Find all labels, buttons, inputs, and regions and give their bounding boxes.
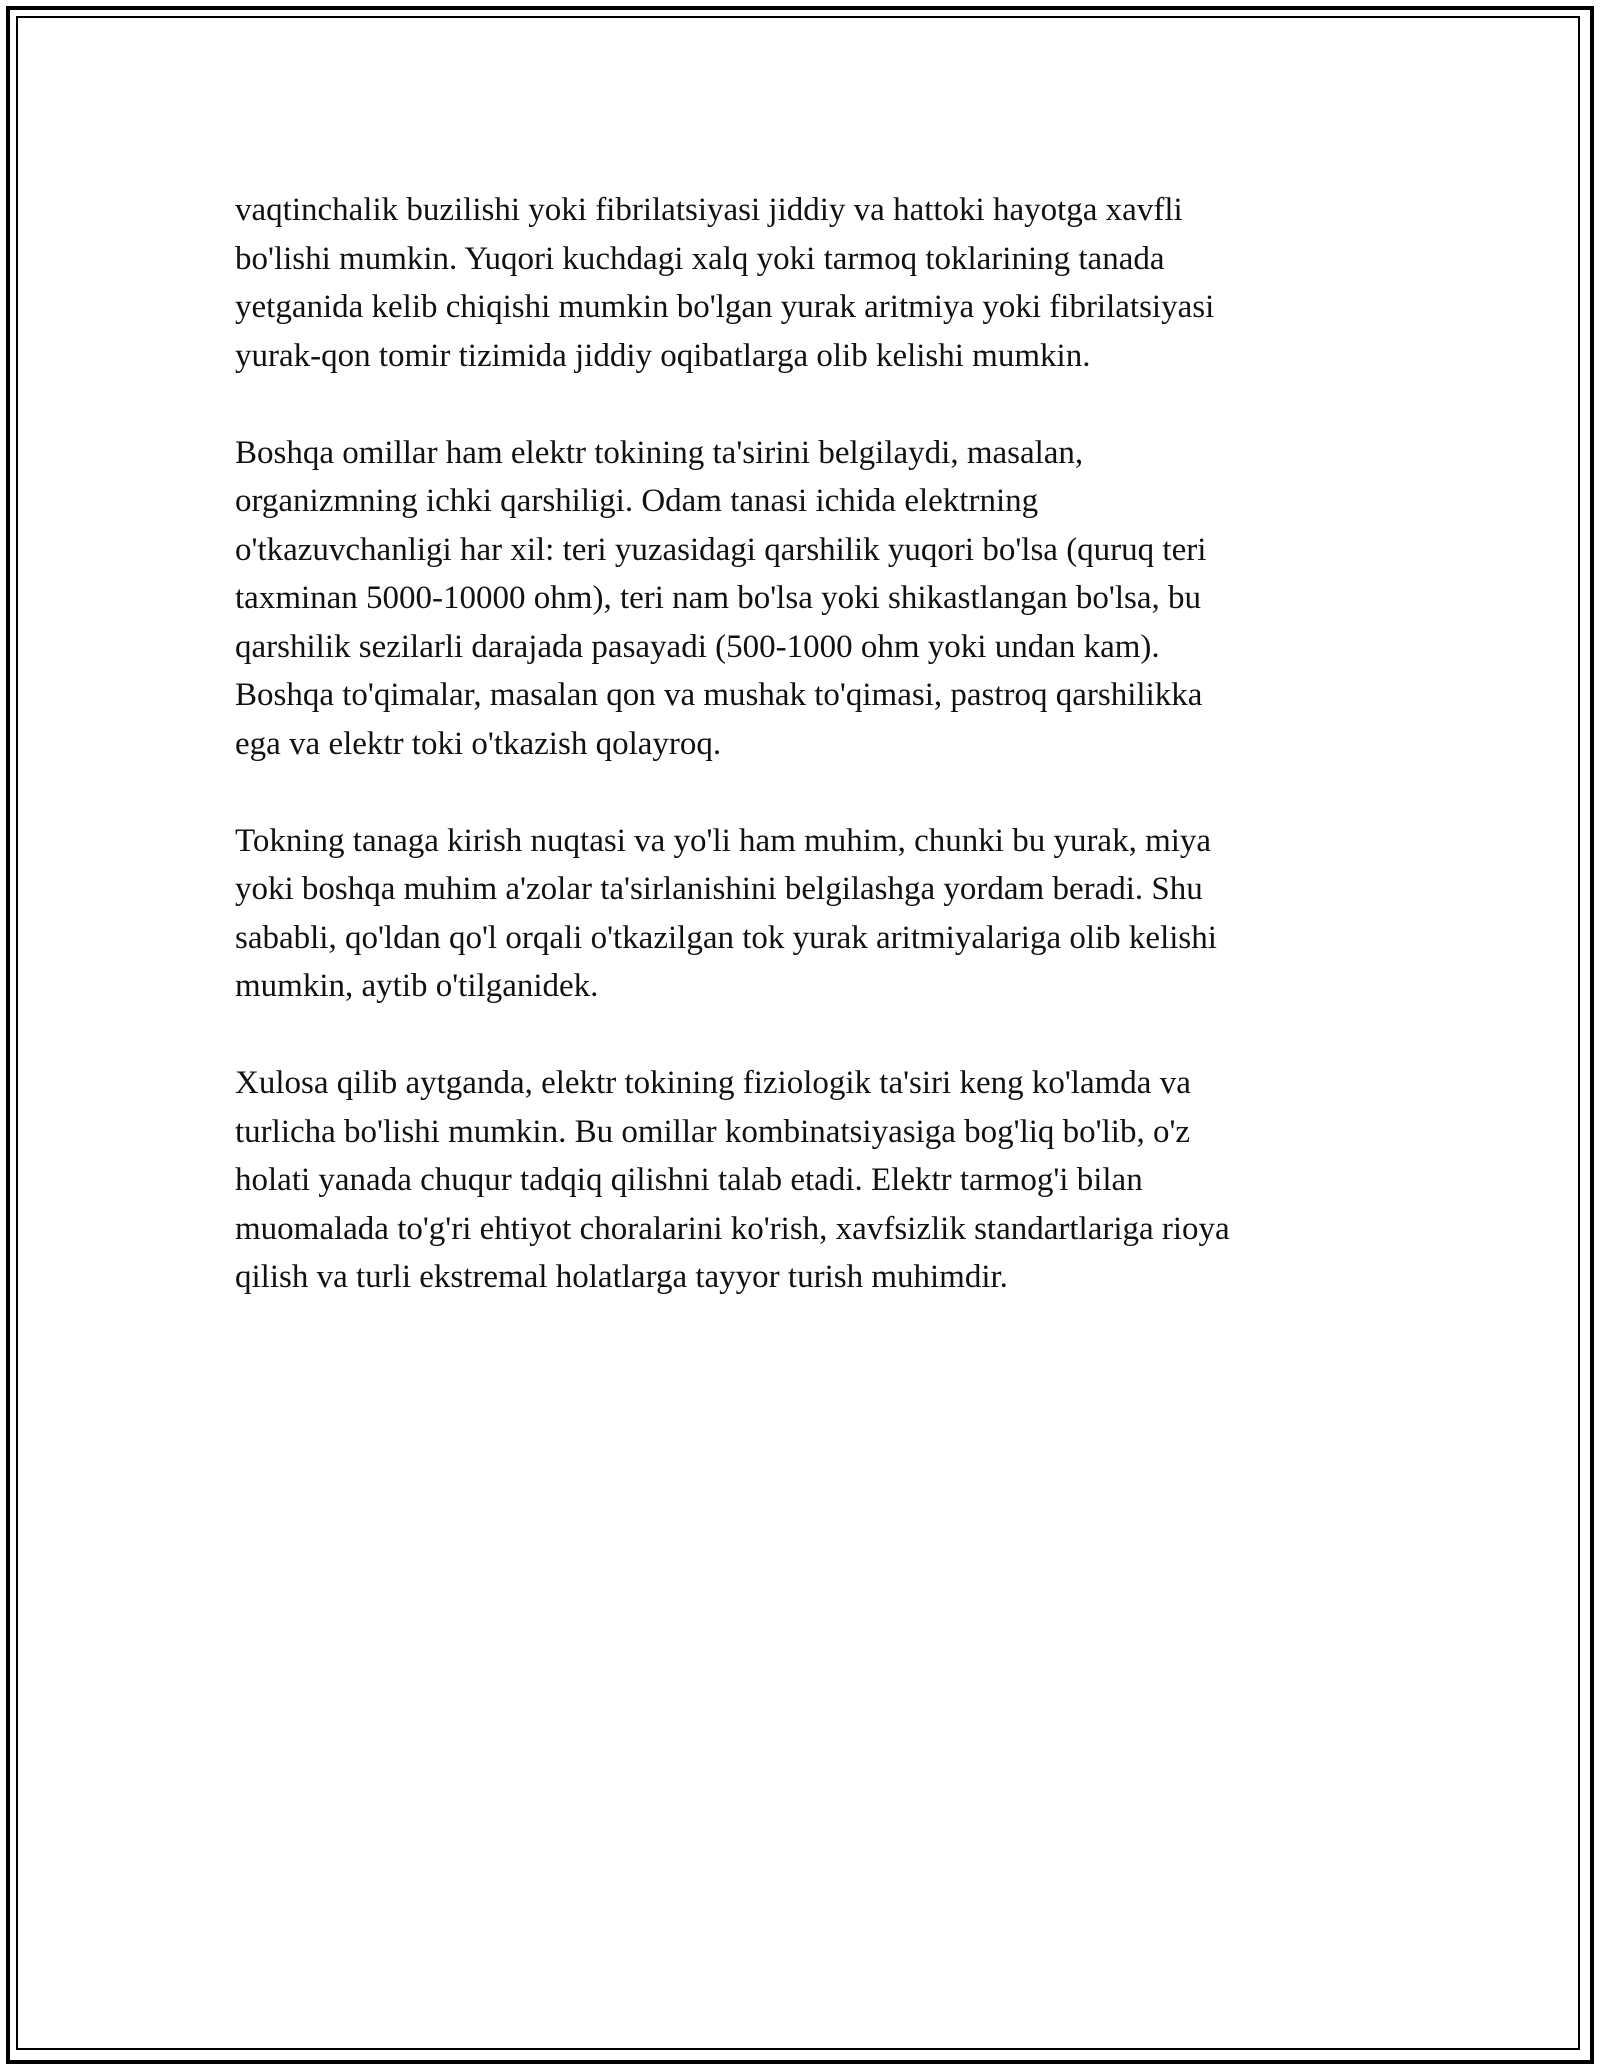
text-line: taxminan 5000-10000 ohm), teri nam bo'lsa yoki shikastlangan bo'lsa, bu <box>235 580 1201 616</box>
text-line: bo'lishi mumkin. Yuqori kuchdagi xalq yoki tarmoq toklarining tanada <box>235 240 1165 277</box>
paragraph-1 <box>235 186 1355 380</box>
text-line: ega va elektr toki o'tkazish qolayroq. <box>235 725 722 762</box>
paragraph-4 <box>235 1059 1355 1302</box>
text-line: holati yanada chuqur tadqiq qilishni talab etadi. Elektr tarmog'i bilan <box>235 1162 1143 1198</box>
text-line: o'tkazuvchanligi har xil: teri yuzasidagi qarshilik yuqori bo'lsa (quruq teri <box>235 531 1207 568</box>
text-line: vaqtinchalik buzilishi yoki fibrilatsiyasi jiddiy va hattoki hayotga xavfli <box>235 192 1183 228</box>
text-line: yurak-qon tomir tizimida jiddiy oqibatlarga olib kelishi mumkin. <box>235 337 1091 374</box>
paragraph-2 <box>235 429 1355 769</box>
text-line: organizmning ichki qarshiligi. Odam tanasi ichida elektrning <box>235 483 1039 519</box>
text-line: yoki boshqa muhim a'zolar ta'sirlanishini belgilashga yordam beradi. Shu <box>235 871 1203 907</box>
text-line: Tokning tanaga kirish nuqtasi va yo'li ham muhim, chunki bu yurak, miya <box>235 822 1212 859</box>
paragraph-3 <box>235 817 1355 1011</box>
text-line: Boshqa to'qimalar, masalan qon va mushak to'qimasi, pastroq qarshilikka <box>235 677 1203 713</box>
text-line: turlicha bo'lishi mumkin. Bu omillar kombinatsiyasiga bog'liq bo'lib, o'z <box>235 1113 1191 1150</box>
text-line: qilish va turli ekstremal holatlarga tayyor turish muhimdir. <box>235 1259 1008 1295</box>
text-line: Xulosa qilib aytganda, elektr tokining fiziologik ta'siri keng ko'lamda va <box>235 1065 1191 1101</box>
text-line: qarshilik sezilarli darajada pasayadi (500-1000 ohm yoki undan kam). <box>235 628 1160 665</box>
text-line: sababli, qo'ldan qo'l orqali o'tkazilgan tok yurak aritmiyalariga olib kelishi <box>235 919 1217 956</box>
text-line: yetganida kelib chiqishi mumkin bo'lgan yurak aritmiya yoki fibrilatsiyasi <box>235 289 1215 325</box>
text-line: mumkin, aytib o'tilganidek. <box>235 968 599 1004</box>
text-line: Boshqa omillar ham elektr tokining ta'sirini belgilaydi, masalan, <box>235 434 1084 471</box>
document-body <box>235 186 1355 1350</box>
text-line: muomalada to'g'ri ehtiyot choralarini ko'rish, xavfsizlik standartlariga rioya <box>235 1210 1230 1247</box>
